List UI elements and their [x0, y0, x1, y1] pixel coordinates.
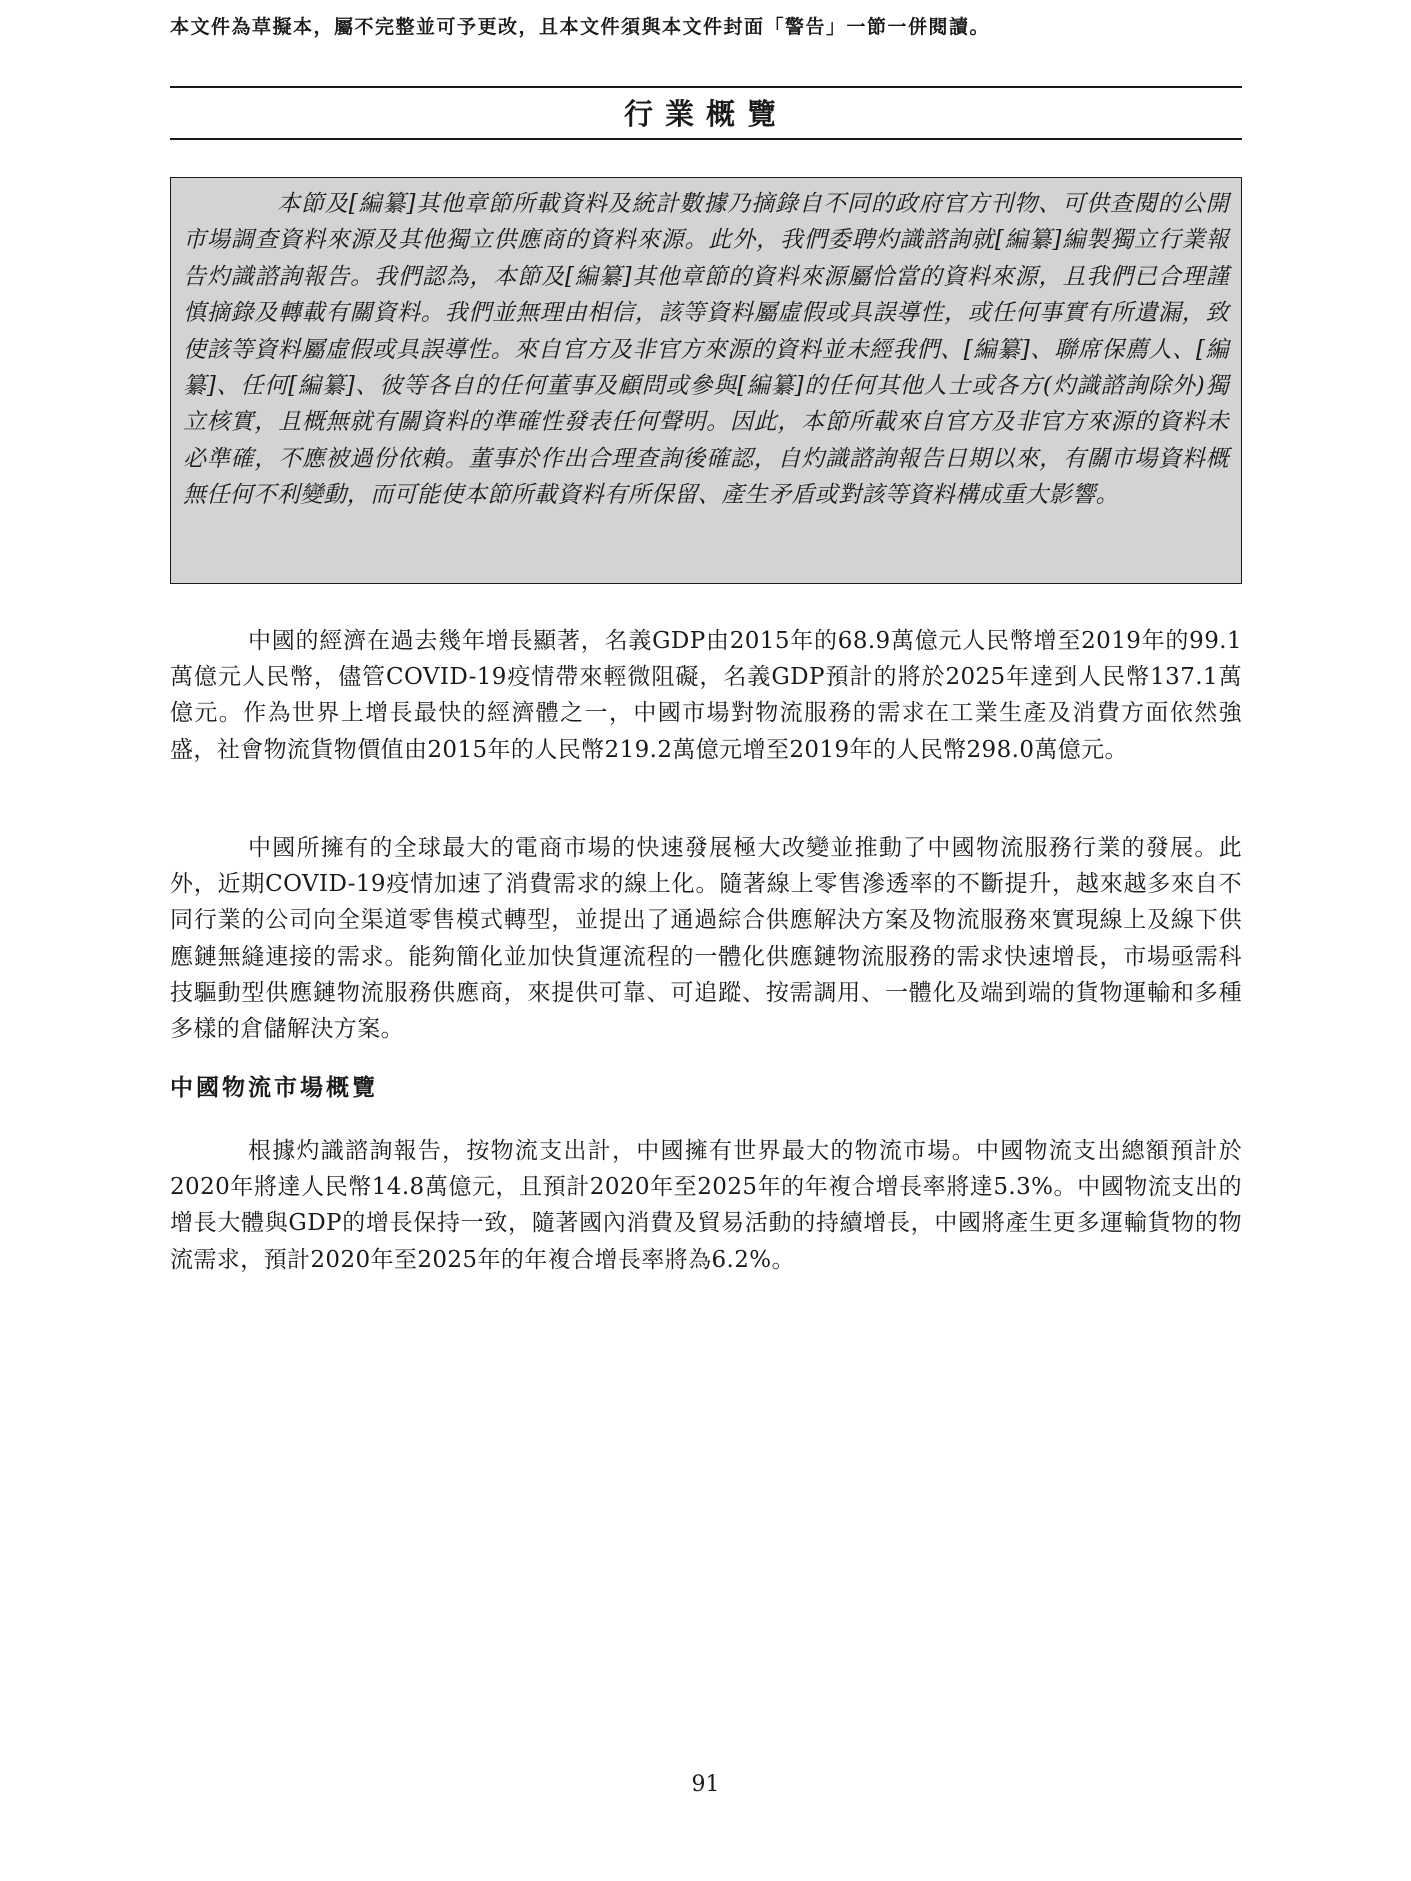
notice-box [170, 177, 1242, 584]
draft-disclaimer: 本文件為草擬本，屬不完整並可予更改，且本文件須與本文件封面「警告」一節一併閱讀。 [170, 16, 991, 38]
paragraph-economy: 中國的經濟在過去幾年增長顯著，名義GDP由2015年的68.9萬億元人民幣增至2019年的99.1萬億元人民幣，儘管COVID-19疫情帶來輕微阻礙，名義GDP預計的將於2025年達到人民幣137.1萬億元。作為世界上增長最快的經濟體之一，中國市場對物流服務的需求在工業生產及消費方面依然強盛，社會物流貨物價值由2015年的人民幣219.2萬億元增至2019年的人民幣298.0萬億元。 [170, 628, 1242, 763]
title-rule-bottom [170, 138, 1242, 140]
title-rule-top [170, 86, 1242, 88]
paragraph-ecommerce: 中國所擁有的全球最大的電商市場的快速發展極大改變並推動了中國物流服務行業的發展。此外，近期COVID-19疫情加速了消費需求的線上化。隨著線上零售滲透率的不斷提升，越來越多來自不同行業的公司向全渠道零售模式轉型，並提出了通過綜合供應解決方案及物流服務來實現線上及線下供應鏈無縫連接的需求。能夠簡化並加快貨運流程的一體化供應鏈物流服務的需求快速增長，市場亟需科技驅動型供應鏈物流服務供應商，來提供可靠、可追蹤、按需調用、一體化及端到端的貨物運輸和多種多樣的倉儲解決方案。 [170, 835, 1242, 1043]
paragraph-logistics-market: 根據灼識諮詢報告，按物流支出計，中國擁有世界最大的物流市場。中國物流支出總額預計於2020年將達人民幣14.8萬億元，且預計2020年至2025年的年複合增長率將達5.3%。中國物流支出的增長大體與GDP的增長保持一致，隨著國內消費及貿易活動的持續增長，中國將產生更多運輸貨物的物流需求，預計2020年至2025年的年複合增長率將為6.2%。 [170, 1138, 1242, 1273]
page-number: 91 [691, 1772, 720, 1797]
subheading-logistics-overview: 中國物流市場概覽 [170, 1074, 378, 1101]
notice-text: 本節及[編纂]其他章節所載資料及統計數據乃摘錄自不同的政府官方刊物、可供查閱的公開市場調查資料來源及其他獨立供應商的資料來源。此外，我們委聘灼識諮詢就[編纂]編製獨立行業報告灼識諮詢報告。我們認為，本節及[編纂]其他章節的資料來源屬恰當的資料來源，且我們已合理謹慎摘錄及轉載有關資料。我們並無理由相信，該等資料屬虛假或具誤導性，或任何事實有所遺漏，致使該等資料屬虛假或具誤導性。來自官方及非官方來源的資料並未經我們、[編纂]、聯席保薦人、[編纂]、任何[編纂]、彼等各自的任何董事及顧問或參與[編纂]的任何其他人士或各方(灼識諮詢除外)獨立核實，且概無就有關資料的準確性發表任何聲明。因此，本節所載來自官方及非官方來源的資料未必準確，不應被過份依賴。董事於作出合理查詢後確認，自灼識諮詢報告日期以來，有關市場資料概無任何不利變動，而可能使本節所載資料有所保留、產生矛盾或對該等資料構成重大影響。 [183, 191, 1229, 509]
section-title: 行業概覽 [623, 97, 788, 131]
